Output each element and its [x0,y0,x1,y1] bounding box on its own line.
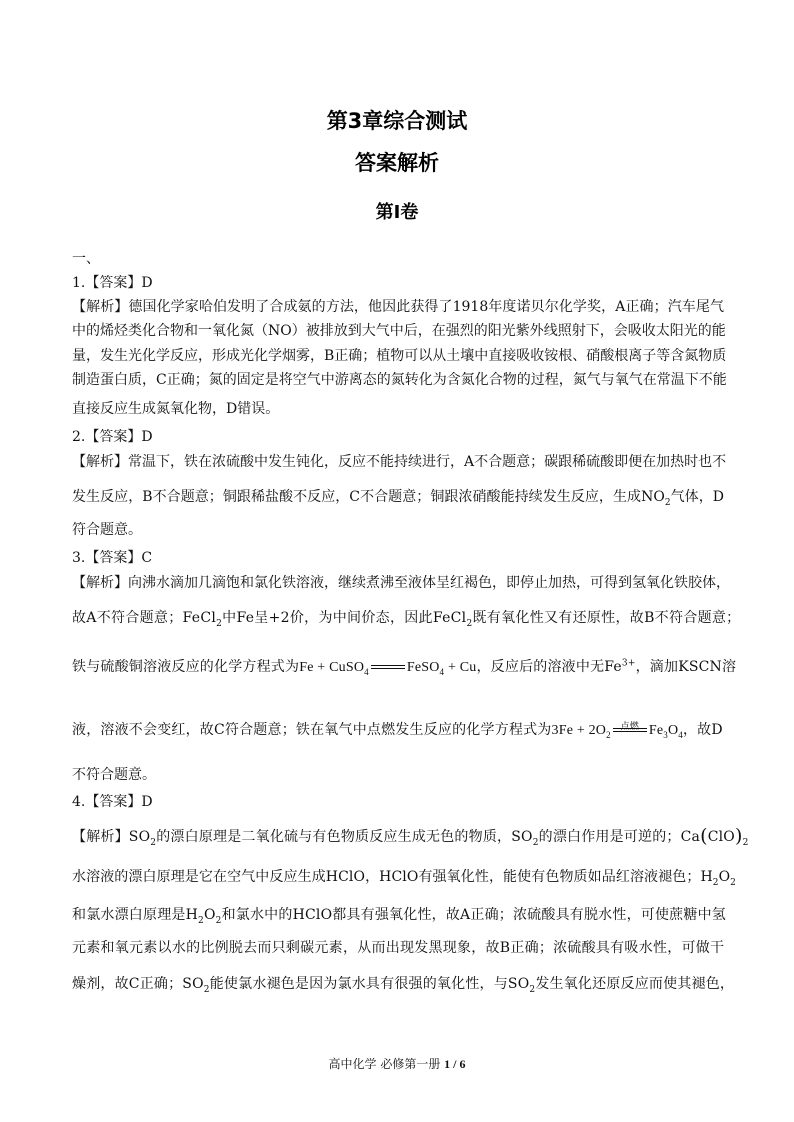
q3-analysis-line: 不符合题意。 [72,767,156,783]
subscript: 2 [532,837,539,848]
q3-text: 铁与硫酸铜溶液反应的化学方程式为 [72,659,300,675]
q2-text: 气体，D [670,489,724,505]
reaction-condition: 点燃 [620,720,640,731]
q2-analysis-line [72,485,724,509]
subscript: 2 [742,837,749,848]
subscript-o: O [667,723,679,738]
section-title: 第I卷 [375,202,419,223]
subscript: 2 [203,984,210,995]
paren-open: ( [700,825,708,847]
subscript: 2 [466,618,473,629]
equals-sign [371,664,405,672]
q1-analysis-line: 制造蛋白质，C正确；氮的固定是将空气中游离态的氮转化为含氮化合物的过程，氮气与氧气在常温下不能 [72,372,727,388]
part-heading: 一、 [72,251,100,267]
q3-text: 中Fe呈+2价，为中间价态，因此FeCl [222,610,467,626]
subscript: 4 [678,729,683,740]
q4-answer: 4.【答案】D [72,794,153,810]
subscript: 2 [529,984,536,995]
subscript: 4 [439,666,445,677]
q1-analysis-line: 【解析】德国化学家哈伯发明了合成氨的方法，他因此获得了1918年度诺贝尔化学奖，A正确；汽车尾气 [72,299,724,315]
equals-sign [613,720,647,735]
equation-1: Fe + CuSO$_4$ FeSO$_4$ + Cu [299,660,477,677]
q2-analysis-line: 符合题意。 [72,522,142,538]
q3-analysis-line: 【解析】向沸水滴加几滴饱和氯化铁溶液，继续煮沸至液体呈红褐色，即停止加热，可得到氢氧化铁胶体， [72,575,730,591]
q4-analysis-line: 和氯水漂白原理是$H_2O_2$和氯水中的HClO都具有强氧化性，故A正确；浓硫酸具有脱水性，可使蔗糖中氢 [72,907,726,926]
subscript: 2 [150,837,157,848]
q2-text: 发生反应，B不合题意；铜跟稀盐酸不反应，C不合题意；铜跟浓硝酸能持续发生反应，生成NO [72,489,665,505]
subscript: 2 [712,877,719,888]
q3-answer: 3.【答案】C [72,550,153,566]
subscript: 2 [730,877,736,888]
subscript: 2 [216,618,223,629]
q3-text: 既有氧化性又有还原性，故B不符合题意； [472,610,741,626]
page-footer [0,1055,794,1072]
q3-analysis-line [72,718,724,743]
q3-text: ，反应后的溶液中无Fe [476,659,622,675]
q3-text: 故A不符合题意；FeCl [72,610,217,626]
q1-analysis-line: 量，发生光化学反应，形成光化学烟雾，B正确；植物可以从土壤中直接吸收铵根、硝酸根离子等含氮物质 [72,348,727,364]
q1-analysis-line: 中的烯烃类化合物和一氧化氮（NO）被排放到大气中后，在强烈的阳光紫外线照射下，会吸收太阳光的能 [72,323,726,339]
paren-close: ) [735,825,743,847]
superscript: 3+ [621,658,636,669]
q2-answer: 2.【答案】D [72,429,153,445]
footer-text: 高中化学 必修第一册 [328,1057,445,1071]
q4-analysis-line: 【解析】$SO_2$的漂白原理是二氧化硫与有色物质反应生成无色的物质，$SO_2$的漂白作用是可逆的；$Ca(ClO)_2$ [72,825,749,848]
subscript: 4 [364,666,369,677]
q3-text: ，滴加KSCN溶 [635,659,737,675]
subscript: 2 [664,497,671,508]
page-number: 1 / 6 [444,1057,466,1071]
q4-analysis-line: 燥剂，故C正确；$SO_2$能使氯水褪色是因为氯水具有很强的氧化性，与$SO_2$发生氧化还原反应而使其褪色， [72,976,735,995]
q3-text: ，故D [682,722,723,738]
q4-analysis-line: 元素和氧元素以水的比例脱去而只剩碳元素，从而出现发黑现象，故B正确；浓硫酸具有吸水性，可做干 [72,940,724,956]
subscript: 2 [215,915,222,926]
subscript: 2 [606,729,611,740]
q3-text: 液，溶液不会变红，故C符合题意；铁在氧气中点燃发生反应的化学方程式为 [72,722,552,738]
equation-2: $3Fe + 2O_2$ 点燃 $Fe_3O_4$ [552,723,683,738]
q2-analysis-line: 【解析】常温下，铁在浓硫酸中发生钝化，反应不能持续进行，A不合题意；碳跟稀硫酸即便在加热时也不 [72,454,727,470]
page-title: 第3章综合测试 [326,109,468,133]
q4-analysis-line: 水溶液的漂白原理是它在空气中反应生成HClO，HClO有强氧化性，能使有色物质如品红溶液褪色；$H_2O_2$ [72,869,736,888]
page-subtitle: 答案解析 [355,151,439,175]
q1-answer: 1.【答案】D [72,275,153,291]
q1-analysis-line: 直接反应生成氮氧化物，D错误。 [72,401,280,417]
subscript: 3 [663,729,668,740]
subscript: 2 [198,915,204,926]
q3-analysis-line [72,655,737,680]
q3-analysis-line [72,606,741,630]
